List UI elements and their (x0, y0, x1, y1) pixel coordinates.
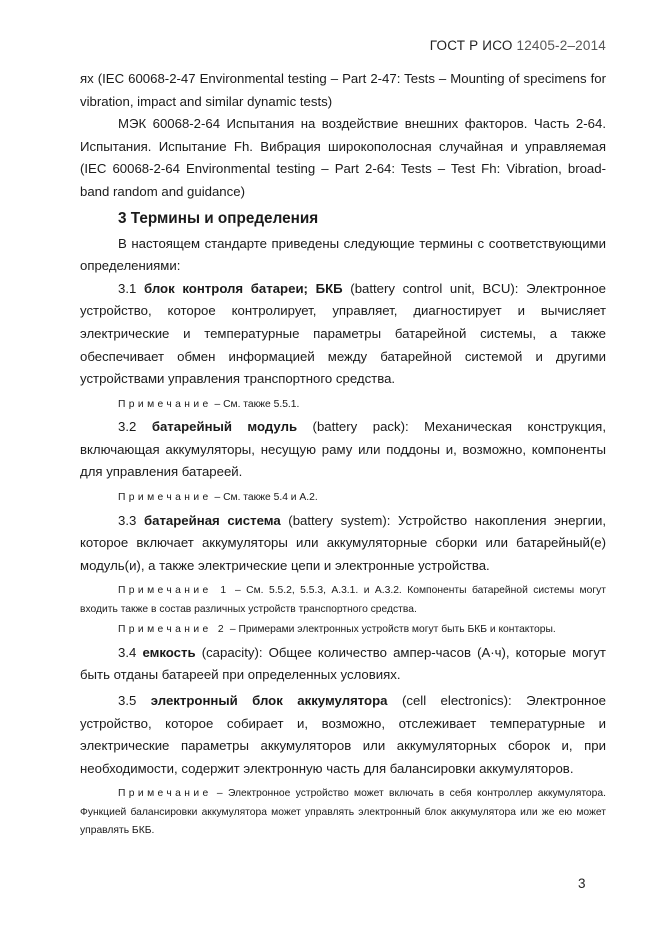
term-definition: (battery control unit, BCU): Электронное устройство, которое контролирует, управляет, диагностирует и вычисляет электрические и температурные параметры батарейной системы, а также обеспечивает обмен информацией между батарейной системой и другими устройствами управления транспортного средства. (80, 280, 606, 387)
term-definition: (capacity): Общее количество ампер-часов (А·ч), которые могут быть отданы батареей при определенных условиях. (80, 644, 606, 683)
note-3-5 (80, 785, 606, 841)
term-3-1 (80, 278, 606, 391)
term-number: 3.5 (118, 692, 137, 708)
note-label: Примечание (118, 398, 212, 410)
note-3-3-1 (80, 582, 606, 619)
term-number: 3.4 (118, 644, 137, 660)
note-label: Примечание 2 (118, 624, 227, 636)
term-name: электронный блок аккумулятора (150, 692, 388, 708)
term-3-4 (80, 642, 606, 687)
note-3-3-2 (80, 621, 606, 640)
section-intro: В настоящем стандарте приведены следующие термины с соответствующими определениями: (80, 235, 606, 274)
term-definition: (cell electronics): Электронное устройство, которое собирает и, возможно, отслеживает температурные и электрические параметры аккумуляторов или аккумуляторных сборок и, при необходимости, содержит электронную часть для балансировки аккумуляторов. (80, 692, 606, 776)
page-number: 3 (578, 876, 586, 891)
standard-header (430, 38, 606, 53)
ref-paragraph-1: ях (IEC 60068-2-47 Environmental testing – Part 2-47: Tests – Mounting of specimens for vibration, impact and similar dynamic tests) (80, 71, 606, 109)
note-label: Примечание (118, 788, 212, 800)
term-3-2 (80, 416, 606, 484)
term-number: 3.2 (118, 419, 137, 435)
note-text: – Электронное устройство может включать в себя контроллер аккумулятора. Функцией балансировки аккумулятора может управлять электронный блок аккумулятора или же ею может управлять БКБ. (80, 788, 606, 837)
term-name: емкость (142, 644, 196, 660)
term-name: батарейный модуль (151, 419, 298, 435)
note-text: – Примерами электронных устройств могут быть БКБ и контакторы. (229, 624, 556, 636)
page-content (80, 68, 606, 843)
ref-paragraph-2: МЭК 60068-2-64 Испытания на воздействие внешних факторов. Часть 2-64. Испытания. Испытание Fh. Вибрация широкополосная случайная и управляемая (IEC 60068-2-64 Environmental testing – Part 2-64: Tests – Test Fh: Vibration, broad-band random and guidance) (80, 116, 606, 199)
term-name: блок контроля батареи; БКБ (144, 280, 343, 296)
header-title: ГОСТ Р ИСО (429, 38, 513, 53)
note-text: – См. также 5.4 и А.2. (214, 492, 318, 503)
note-label: Примечание 1 (118, 585, 230, 597)
term-number: 3.3 (118, 512, 137, 528)
term-definition: (battery system): Устройство накопления энергии, которое включает аккумуляторы или аккумуляторные сборки или батарейный(е) модуль(и), а также электрические цепи и электронные устройства. (80, 512, 606, 573)
note-label: Примечание (118, 492, 212, 503)
note-3-2 (80, 489, 606, 508)
term-3-3 (80, 510, 606, 578)
note-3-1 (80, 396, 606, 415)
term-3-5 (80, 690, 606, 780)
note-text: – См. также 5.5.1. (214, 398, 300, 410)
header-number: 12405-2–2014 (516, 38, 606, 53)
note-text: – См. 5.5.2, 5.5.3, А.3.1. и А.3.2. Компоненты батарейной системы могут входить также в состав различных устройств транспортного средства. (80, 585, 606, 615)
term-definition: (battery pack): Механическая конструкция, включающая аккумуляторы, несущую раму или поддоны и, возможно, компоненты для управления батареей. (80, 419, 606, 480)
section-heading: 3 Термины и определения (118, 209, 319, 227)
term-name: батарейная система (143, 512, 281, 528)
term-number: 3.1 (118, 280, 137, 296)
